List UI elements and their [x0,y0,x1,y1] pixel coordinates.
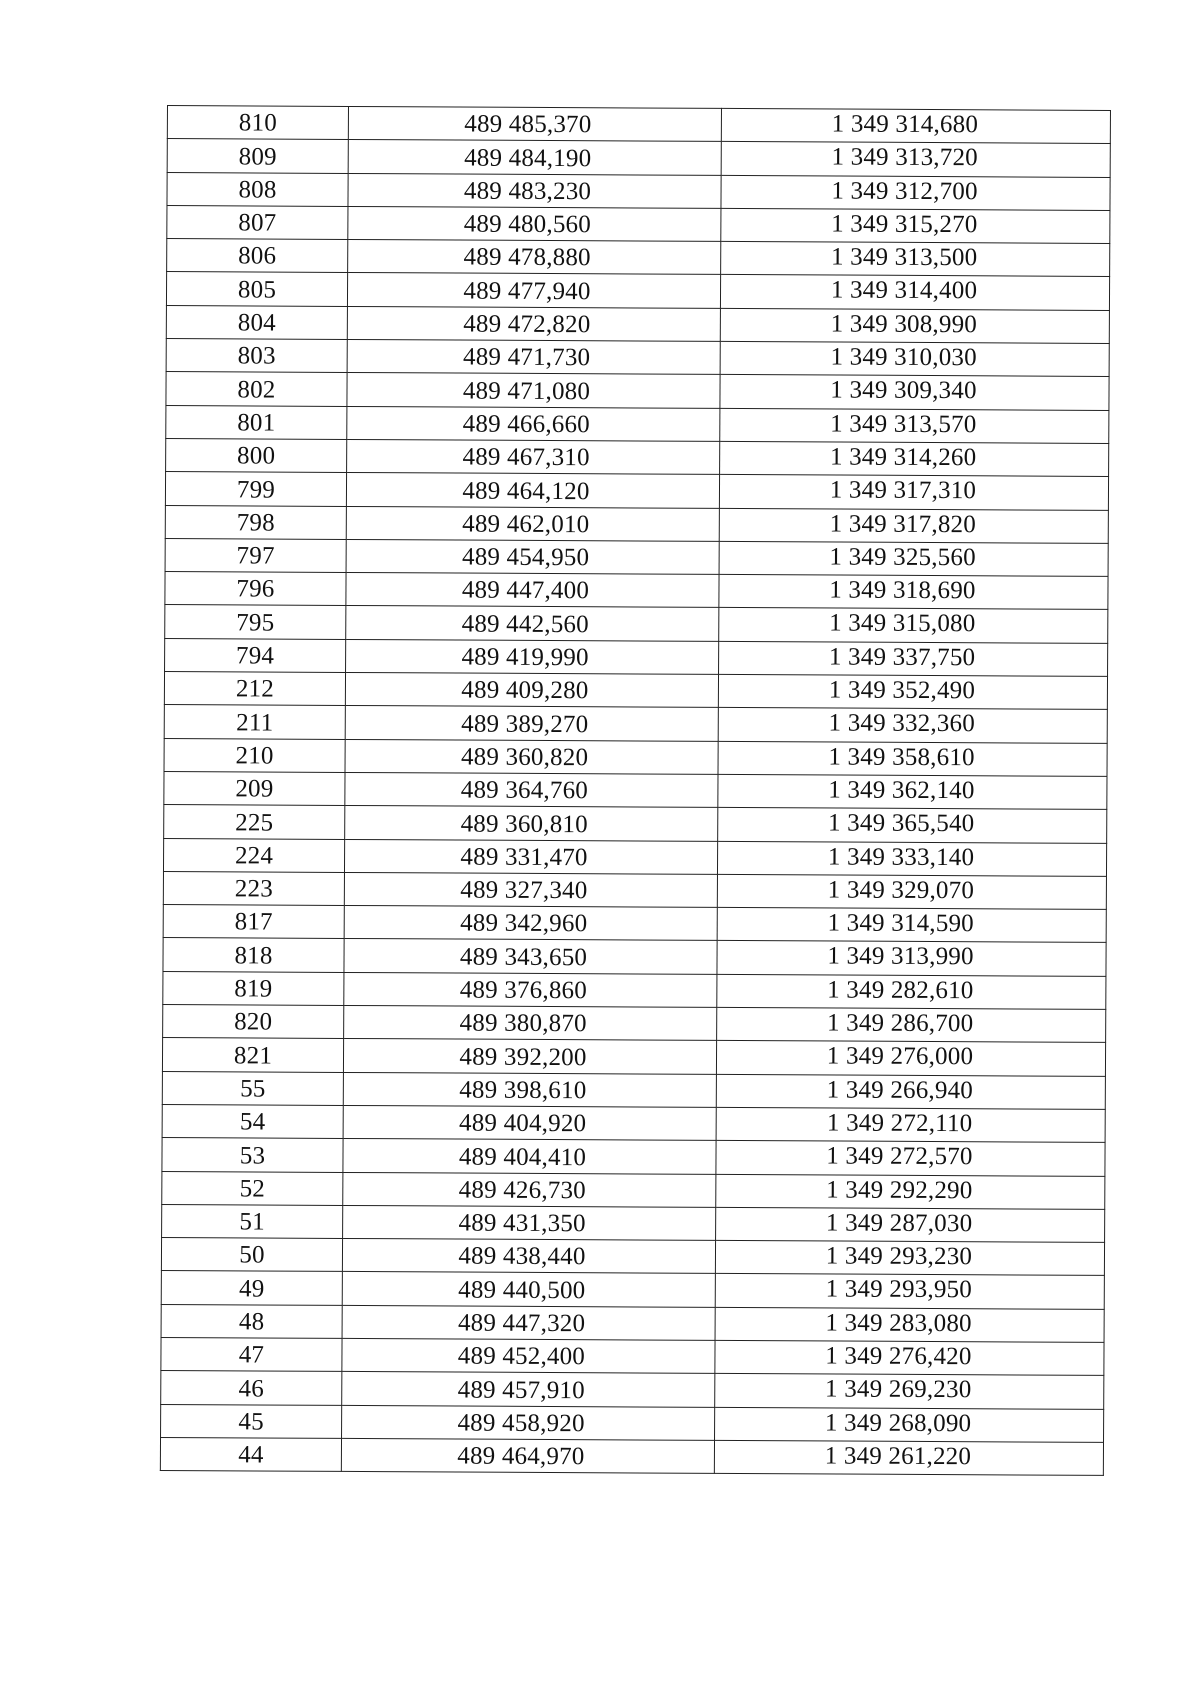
y-coordinate-cell: 1 349 358,610 [718,741,1107,776]
table-row [161,1238,1104,1276]
x-coordinate-cell: 489 438,440 [342,1239,715,1274]
point-number-cell: 802 [166,372,347,406]
x-coordinate-cell: 489 471,080 [347,373,720,408]
point-number-cell: 810 [167,106,348,140]
x-coordinate-cell: 489 404,920 [343,1105,716,1140]
y-coordinate-cell: 1 349 317,820 [719,508,1108,543]
table-row [167,139,1110,177]
point-number-cell: 795 [165,605,346,639]
x-coordinate-cell: 489 392,200 [343,1039,716,1074]
y-coordinate-cell: 1 349 261,220 [714,1440,1103,1475]
table-row [161,1304,1104,1342]
table-row [165,572,1108,610]
y-coordinate-cell: 1 349 362,140 [718,774,1107,809]
table-row [166,372,1109,410]
y-coordinate-cell: 1 349 272,570 [716,1141,1105,1176]
y-coordinate-cell: 1 349 269,230 [715,1374,1104,1409]
table-row [164,805,1107,843]
x-coordinate-cell: 489 398,610 [343,1072,716,1107]
y-coordinate-cell: 1 349 333,140 [717,841,1106,876]
y-coordinate-cell: 1 349 314,260 [720,441,1109,476]
x-coordinate-cell: 489 380,870 [344,1005,717,1040]
point-number-cell: 52 [162,1171,343,1205]
x-coordinate-cell: 489 483,230 [348,173,721,208]
y-coordinate-cell: 1 349 308,990 [720,308,1109,343]
y-coordinate-cell: 1 349 283,080 [715,1307,1104,1342]
x-coordinate-cell: 489 442,560 [346,606,719,641]
x-coordinate-cell: 489 342,960 [344,906,717,941]
y-coordinate-cell: 1 349 313,990 [717,941,1106,976]
x-coordinate-cell: 489 478,880 [348,240,721,275]
point-number-cell: 801 [166,405,347,439]
y-coordinate-cell: 1 349 312,700 [721,175,1110,210]
table-row [160,1437,1103,1475]
point-number-cell: 809 [167,139,348,173]
x-coordinate-cell: 489 343,650 [344,939,717,974]
x-coordinate-cell: 489 389,270 [345,706,718,741]
y-coordinate-cell: 1 349 293,230 [715,1240,1104,1275]
x-coordinate-cell: 489 457,910 [342,1372,715,1407]
point-number-cell: 807 [167,205,348,239]
point-number-cell: 820 [163,1005,344,1039]
x-coordinate-cell: 489 462,010 [346,506,719,541]
point-number-cell: 805 [166,272,347,306]
point-number-cell: 808 [167,172,348,206]
table-row [162,1104,1105,1142]
table-row [162,1204,1105,1242]
y-coordinate-cell: 1 349 313,720 [721,142,1110,177]
point-number-cell: 224 [163,838,344,872]
point-number-cell: 47 [161,1337,342,1371]
x-coordinate-cell: 489 409,280 [345,672,718,707]
point-number-cell: 800 [166,438,347,472]
point-number-cell: 819 [163,971,344,1005]
y-coordinate-cell: 1 349 314,680 [721,108,1110,143]
x-coordinate-cell: 489 360,810 [345,806,718,841]
point-number-cell: 794 [165,638,346,672]
table-row [165,472,1108,510]
table-row [162,1171,1105,1209]
table-row [166,405,1109,443]
y-coordinate-cell: 1 349 318,690 [719,575,1108,610]
point-number-cell: 821 [162,1038,343,1072]
table-row [164,738,1107,776]
x-coordinate-cell: 489 364,760 [345,772,718,807]
x-coordinate-cell: 489 484,190 [348,140,721,175]
y-coordinate-cell: 1 349 314,400 [720,275,1109,310]
x-coordinate-cell: 489 331,470 [344,839,717,874]
y-coordinate-cell: 1 349 272,110 [716,1107,1105,1142]
x-coordinate-cell: 489 464,970 [341,1438,714,1473]
coordinates-table-body [160,106,1110,1476]
x-coordinate-cell: 489 485,370 [348,106,721,141]
y-coordinate-cell: 1 349 266,940 [716,1074,1105,1109]
table-row [163,838,1106,876]
point-number-cell: 44 [160,1437,341,1471]
table-row [161,1404,1104,1442]
point-number-cell: 210 [164,738,345,772]
y-coordinate-cell: 1 349 292,290 [716,1174,1105,1209]
point-number-cell: 798 [165,505,346,539]
table-row [166,438,1109,476]
y-coordinate-cell: 1 349 309,340 [720,375,1109,410]
point-number-cell: 796 [165,572,346,606]
x-coordinate-cell: 489 376,860 [344,972,717,1007]
point-number-cell: 49 [161,1271,342,1305]
y-coordinate-cell: 1 349 313,570 [720,408,1109,443]
point-number-cell: 54 [162,1104,343,1138]
table-row [161,1271,1104,1309]
x-coordinate-cell: 489 466,660 [347,406,720,441]
x-coordinate-cell: 489 360,820 [345,739,718,774]
y-coordinate-cell: 1 349 332,360 [718,708,1107,743]
point-number-cell: 799 [165,472,346,506]
point-number-cell: 45 [161,1404,342,1438]
x-coordinate-cell: 489 404,410 [343,1139,716,1174]
table-row [164,705,1107,743]
x-coordinate-cell: 489 454,950 [346,539,719,574]
y-coordinate-cell: 1 349 282,610 [717,974,1106,1009]
y-coordinate-cell: 1 349 314,590 [717,908,1106,943]
x-coordinate-cell: 489 431,350 [343,1205,716,1240]
table-row [162,1038,1105,1076]
point-number-cell: 211 [164,705,345,739]
point-number-cell: 225 [164,805,345,839]
point-number-cell: 46 [161,1371,342,1405]
y-coordinate-cell: 1 349 276,420 [715,1340,1104,1375]
point-number-cell: 212 [164,672,345,706]
y-coordinate-cell: 1 349 293,950 [715,1274,1104,1309]
point-number-cell: 55 [162,1071,343,1105]
x-coordinate-cell: 489 467,310 [347,439,720,474]
table-row [163,871,1106,909]
table-row [164,771,1107,809]
point-number-cell: 51 [162,1204,343,1238]
x-coordinate-cell: 489 471,730 [347,340,720,375]
y-coordinate-cell: 1 349 365,540 [718,808,1107,843]
table-row [165,505,1108,543]
table-row [167,205,1110,243]
x-coordinate-cell: 489 447,400 [346,573,719,608]
table-row [165,538,1108,576]
x-coordinate-cell: 489 440,500 [342,1272,715,1307]
y-coordinate-cell: 1 349 329,070 [717,874,1106,909]
table-row [163,971,1106,1009]
x-coordinate-cell: 489 447,320 [342,1305,715,1340]
table-row [167,239,1110,277]
y-coordinate-cell: 1 349 286,700 [717,1007,1106,1042]
point-number-cell: 806 [167,239,348,273]
x-coordinate-cell: 489 472,820 [347,306,720,341]
table-row [167,106,1110,144]
table-row [166,272,1109,310]
point-number-cell: 797 [165,538,346,572]
table-row [166,339,1109,377]
table-row [163,938,1106,976]
point-number-cell: 803 [166,339,347,373]
y-coordinate-cell: 1 349 268,090 [715,1407,1104,1442]
y-coordinate-cell: 1 349 287,030 [716,1207,1105,1242]
table-row [165,605,1108,643]
point-number-cell: 50 [161,1238,342,1272]
x-coordinate-cell: 489 458,920 [342,1405,715,1440]
x-coordinate-cell: 489 419,990 [346,639,719,674]
table-row [165,638,1108,676]
point-number-cell: 48 [161,1304,342,1338]
point-number-cell: 817 [163,905,344,939]
x-coordinate-cell: 489 464,120 [346,473,719,508]
point-number-cell: 209 [164,771,345,805]
y-coordinate-cell: 1 349 337,750 [719,641,1108,676]
point-number-cell: 804 [166,305,347,339]
table-row [167,172,1110,210]
point-number-cell: 223 [163,871,344,905]
y-coordinate-cell: 1 349 310,030 [720,341,1109,376]
y-coordinate-cell: 1 349 315,270 [721,208,1110,243]
y-coordinate-cell: 1 349 313,500 [721,242,1110,277]
y-coordinate-cell: 1 349 352,490 [718,674,1107,709]
y-coordinate-cell: 1 349 325,560 [719,541,1108,576]
x-coordinate-cell: 489 480,560 [348,206,721,241]
table-row [162,1071,1105,1109]
table-row [161,1337,1104,1375]
x-coordinate-cell: 489 426,730 [343,1172,716,1207]
table-row [163,1005,1106,1043]
point-number-cell: 53 [162,1138,343,1172]
table-row [163,905,1106,943]
x-coordinate-cell: 489 452,400 [342,1338,715,1373]
x-coordinate-cell: 489 327,340 [344,872,717,907]
coordinates-table [160,105,1111,1476]
y-coordinate-cell: 1 349 317,310 [719,475,1108,510]
table-row [161,1371,1104,1409]
table-row [164,672,1107,710]
x-coordinate-cell: 489 477,940 [347,273,720,308]
y-coordinate-cell: 1 349 276,000 [716,1041,1105,1076]
y-coordinate-cell: 1 349 315,080 [719,608,1108,643]
table-row [162,1138,1105,1176]
point-number-cell: 818 [163,938,344,972]
table-row [166,305,1109,343]
